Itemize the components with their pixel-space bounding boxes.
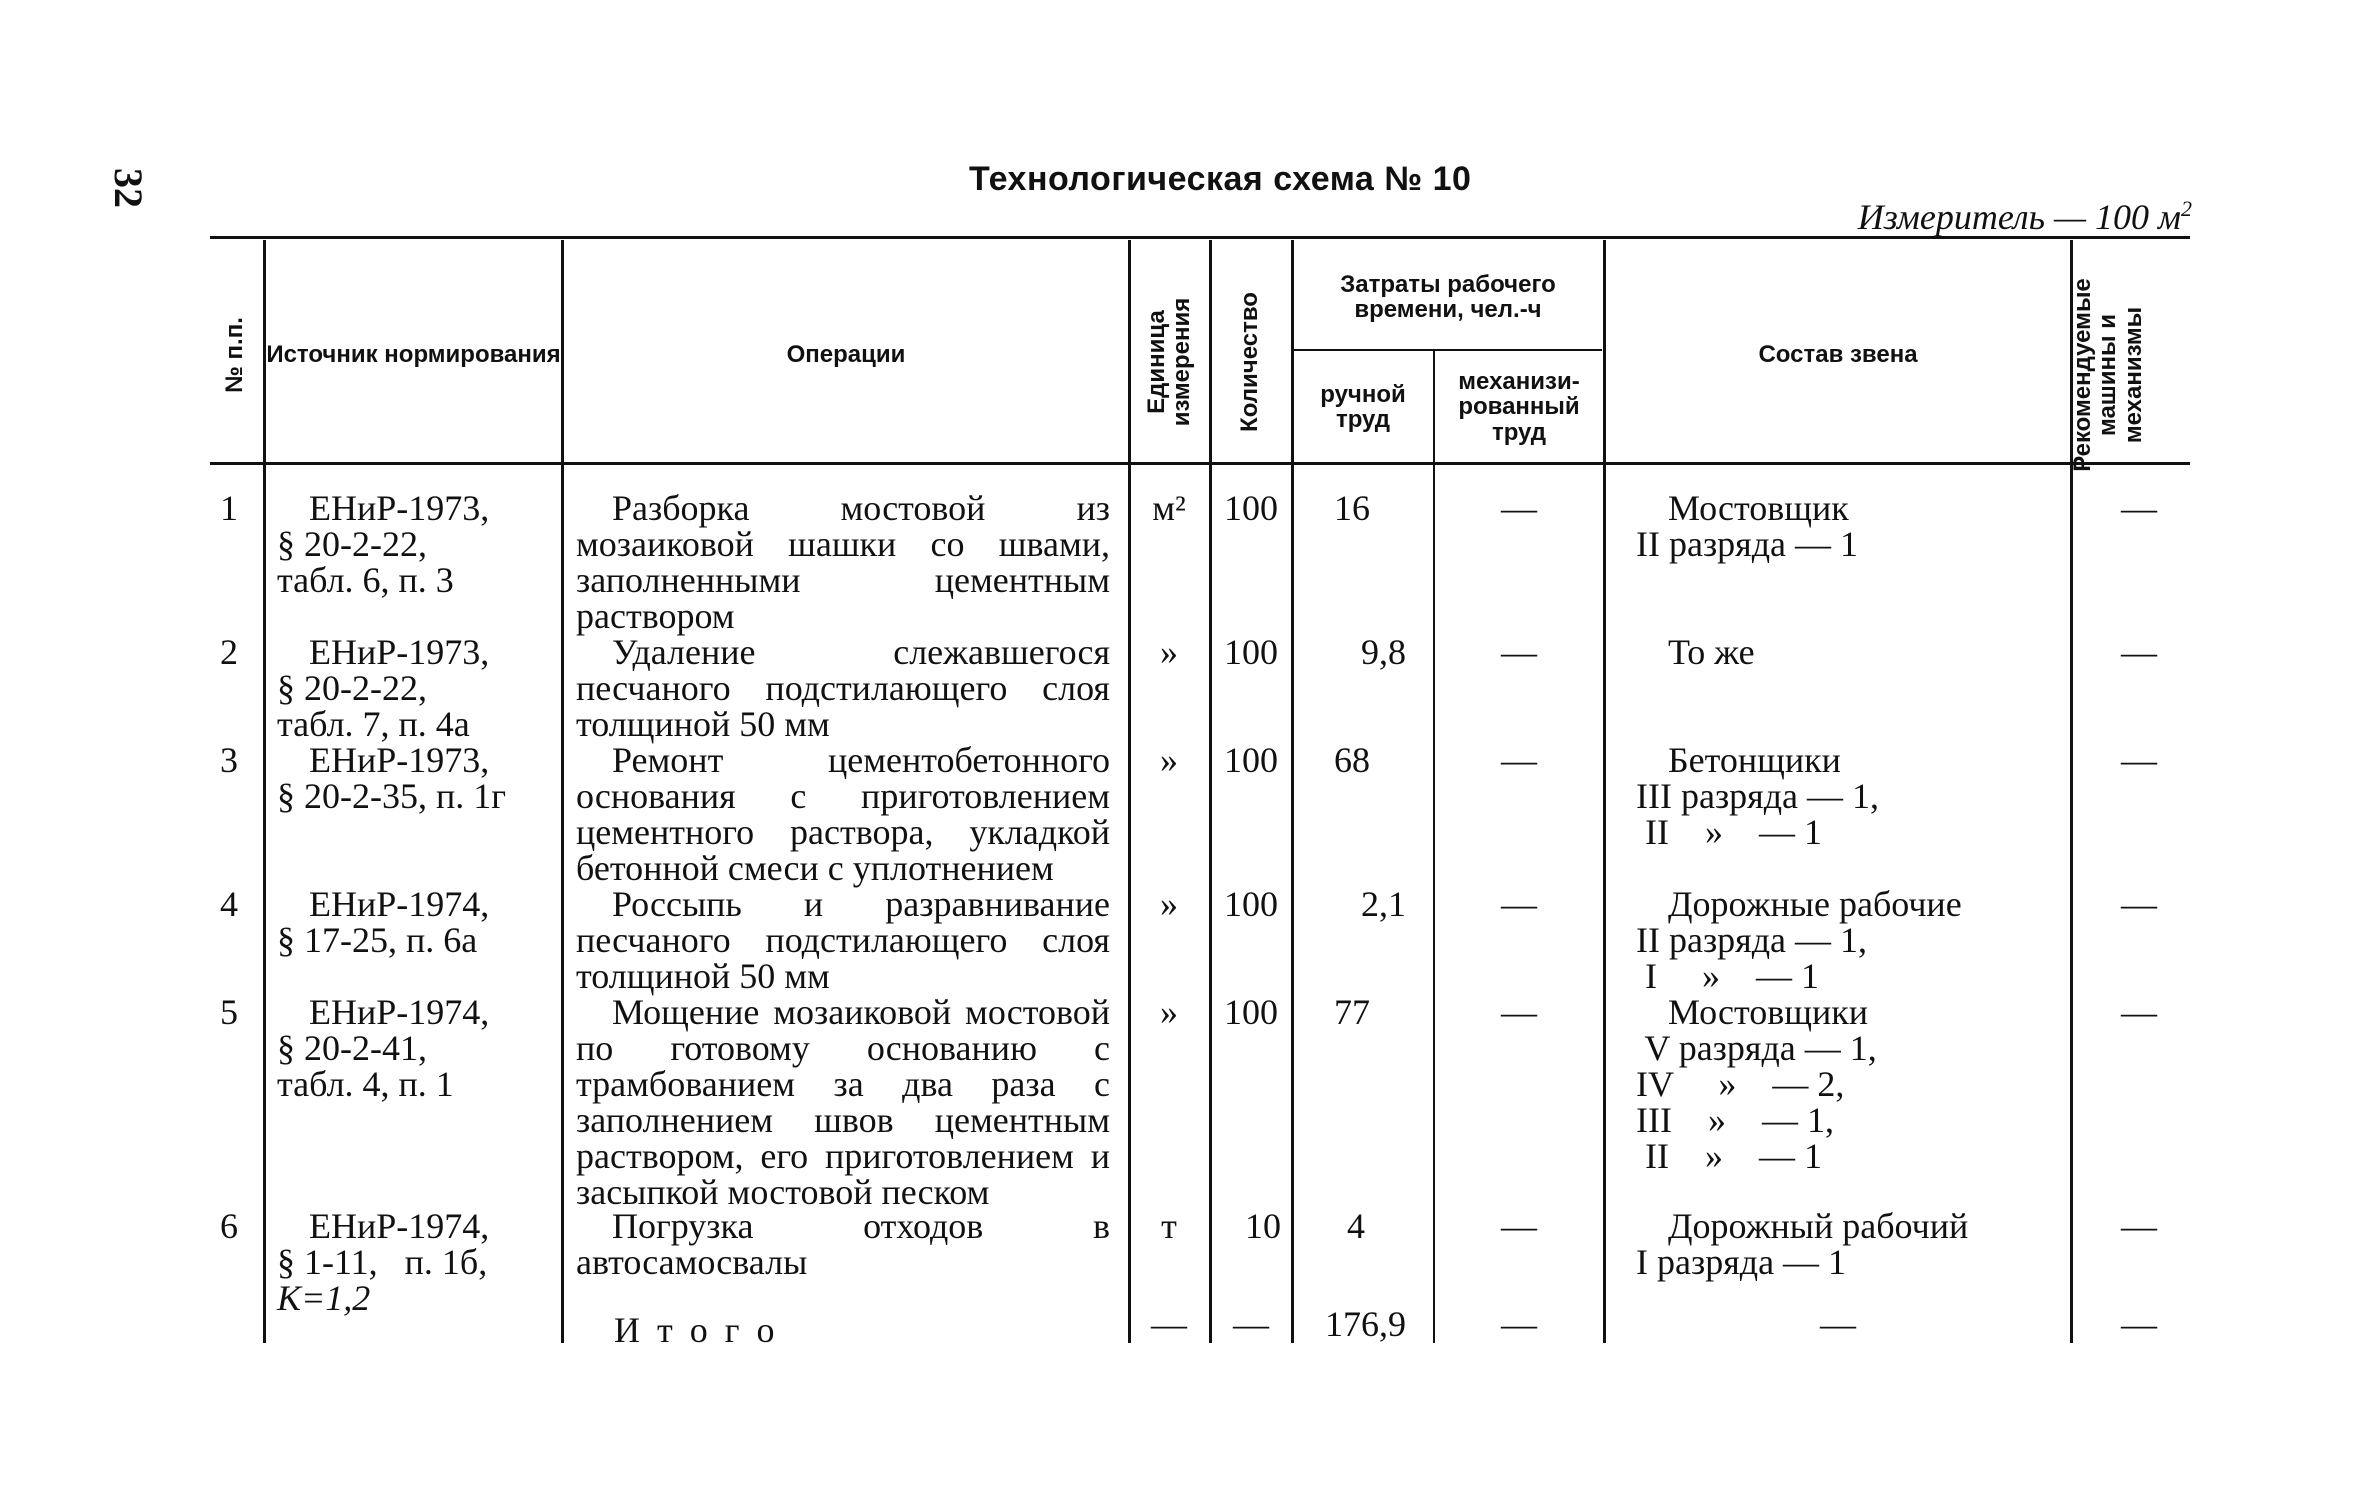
- unit-note: [1858, 196, 2192, 238]
- manual-cell: 4: [1347, 1206, 1365, 1246]
- total-manual: 176,9: [1325, 1304, 1406, 1344]
- mech-cell: —: [1501, 884, 1537, 924]
- operation-text-value: Удаление слежавшегося песчаного подстилающего слоя толщиной 50 мм: [576, 632, 1110, 744]
- manual-cell: 68: [1334, 740, 1370, 780]
- crew-line: Мостовщики: [1668, 992, 1868, 1032]
- operation-text-value: Россыпь и разравнивание песчаного подстилающего слоя толщиной 50 мм: [576, 884, 1110, 996]
- operation-text-value: Погрузка отходов в автосамосвалы: [576, 1206, 1110, 1282]
- qty-cell: 100: [1224, 488, 1278, 528]
- qty-cell: 10: [1245, 1206, 1281, 1246]
- crew-line: Мостовщик: [1668, 488, 1849, 528]
- header-num: № п.п.: [221, 317, 249, 393]
- row-num: 4: [220, 884, 238, 924]
- source-line: ЕНиР-1974,: [309, 884, 490, 924]
- col-divider: [1603, 240, 1606, 1343]
- machines-cell: —: [2121, 1206, 2157, 1246]
- qty-cell: 100: [1224, 740, 1278, 780]
- operation-text-value: Мощение мозаиковой мостовой по готовому основанию с трамбованием за два раза с заполнением швов цементным раствором, его приготовлением и засыпкой мостовой песком: [576, 992, 1110, 1212]
- source-line: ЕНиР-1974,: [309, 992, 490, 1032]
- total-mech: —: [1501, 1304, 1537, 1344]
- total-crew: —: [1820, 1304, 1856, 1344]
- manual-cell: 16: [1334, 488, 1370, 528]
- source-line: табл. 4, п. 1: [277, 1064, 454, 1104]
- col-divider: [1128, 240, 1131, 1343]
- col-divider: [561, 240, 564, 1343]
- table-top-rule: [210, 236, 2190, 239]
- crew-line: То же: [1668, 632, 1755, 672]
- col-divider: [1209, 240, 1212, 1343]
- header-crew: Состав звена: [1758, 341, 1918, 369]
- mech-cell: —: [1501, 740, 1537, 780]
- mech-cell: —: [1501, 1206, 1537, 1246]
- labor-subheader-rule: [1292, 349, 1602, 351]
- header-source: Источник нормирования: [266, 341, 561, 369]
- operation-text-value: Разборка мостовой из мозаиковой шашки со швами, заполненными цементным раствором: [576, 488, 1110, 636]
- row-num: 3: [220, 740, 238, 780]
- manual-cell: 2,1: [1361, 884, 1406, 924]
- crew-line: V разряда — 1,: [1636, 1028, 1877, 1068]
- source-line: табл. 6, п. 3: [277, 560, 454, 600]
- total-qty: —: [1233, 1304, 1269, 1344]
- col-divider: [1433, 350, 1435, 1343]
- header-labor: Затраты рабочего времени, чел.-ч: [1340, 270, 1556, 323]
- unit-note-sup: 2: [2181, 196, 2192, 221]
- unit-cell: т: [1161, 1206, 1177, 1246]
- manual-cell: 77: [1334, 992, 1370, 1032]
- crew-line: III » — 1,: [1636, 1100, 1834, 1140]
- machines-cell: —: [2121, 632, 2157, 672]
- row-num: 2: [220, 632, 238, 672]
- crew-line: IV » — 2,: [1636, 1064, 1845, 1104]
- crew-line: I » — 1: [1636, 956, 1819, 996]
- unit-note-text: Измеритель — 100 м: [1857, 197, 2181, 237]
- header-unit: Единица измерения: [1142, 297, 1195, 427]
- header-mech: механизированный труд: [1458, 368, 1580, 446]
- machines-cell: —: [2121, 992, 2157, 1032]
- row-num: 1: [220, 488, 238, 528]
- manual-cell: 9,8: [1361, 632, 1406, 672]
- machines-cell: —: [2121, 884, 2157, 924]
- source-line: ЕНиР-1974,: [309, 1206, 490, 1246]
- total-unit: —: [1151, 1304, 1187, 1344]
- source-line: § 1-11, п. 1б,: [277, 1242, 488, 1282]
- total-label: И т о г о: [614, 1310, 779, 1350]
- header-machines: Рекомендуемые машины и механизмы: [2069, 278, 2147, 472]
- source-line: § 20-2-22,: [277, 668, 427, 708]
- page-number: 32: [106, 168, 151, 208]
- machines-cell: —: [2121, 740, 2157, 780]
- source-line: табл. 7, п. 4а: [277, 704, 470, 744]
- unit-cell: »: [1160, 884, 1178, 924]
- source-line: K=1,2: [277, 1278, 371, 1318]
- crew-line: II разряда — 1: [1636, 524, 1859, 564]
- crew-line: Дорожный рабочий: [1668, 1206, 1969, 1246]
- crew-line: I разряда — 1: [1636, 1242, 1847, 1282]
- source-line: ЕНиР-1973,: [309, 488, 490, 528]
- source-line: ЕНиР-1973,: [309, 740, 490, 780]
- qty-cell: 100: [1224, 632, 1278, 672]
- source-line: § 20-2-35, п. 1г: [277, 776, 507, 816]
- source-line: ЕНиР-1973,: [309, 632, 490, 672]
- header-operations: Операции: [786, 341, 906, 369]
- header-qty: Количество: [1236, 292, 1264, 432]
- source-line: § 20-2-22,: [277, 524, 427, 564]
- qty-cell: 100: [1224, 884, 1278, 924]
- operation-text: [576, 1208, 1110, 1280]
- unit-cell: »: [1160, 992, 1178, 1032]
- crew-line: II » — 1: [1636, 812, 1822, 852]
- crew-line: II разряда — 1,: [1636, 920, 1868, 960]
- row-num: 5: [220, 992, 238, 1032]
- operation-text-value: Ремонт цементобетонного основания с приготовлением цементного раствора, укладкой бетонной смеси с уплотнением: [576, 740, 1110, 888]
- page-title: Технологическая схема № 10: [969, 160, 1472, 198]
- source-line: § 17-25, п. 6а: [277, 920, 478, 960]
- unit-cell: »: [1160, 632, 1178, 672]
- unit-cell: м²: [1152, 488, 1186, 528]
- operation-text: [576, 994, 1110, 1210]
- operation-text: [576, 886, 1110, 994]
- operation-text: [576, 742, 1110, 886]
- machines-cell: —: [2121, 488, 2157, 528]
- mech-cell: —: [1501, 992, 1537, 1032]
- operation-text: [576, 634, 1110, 742]
- mech-cell: —: [1501, 488, 1537, 528]
- total-machines: —: [2121, 1304, 2157, 1344]
- crew-line: Дорожные рабочие: [1668, 884, 1962, 924]
- qty-cell: 100: [1224, 992, 1278, 1032]
- header-manual: ручной труд: [1320, 380, 1406, 433]
- crew-line: III разряда — 1,: [1636, 776, 1880, 816]
- row-num: 6: [220, 1206, 238, 1246]
- source-line: § 20-2-41,: [277, 1028, 427, 1068]
- header-bottom-rule: [210, 462, 2190, 465]
- col-divider: [263, 240, 266, 1343]
- unit-cell: »: [1160, 740, 1178, 780]
- operation-text: [576, 490, 1110, 634]
- crew-line: Бетонщики: [1668, 740, 1841, 780]
- crew-line: II » — 1: [1636, 1136, 1822, 1176]
- mech-cell: —: [1501, 632, 1537, 672]
